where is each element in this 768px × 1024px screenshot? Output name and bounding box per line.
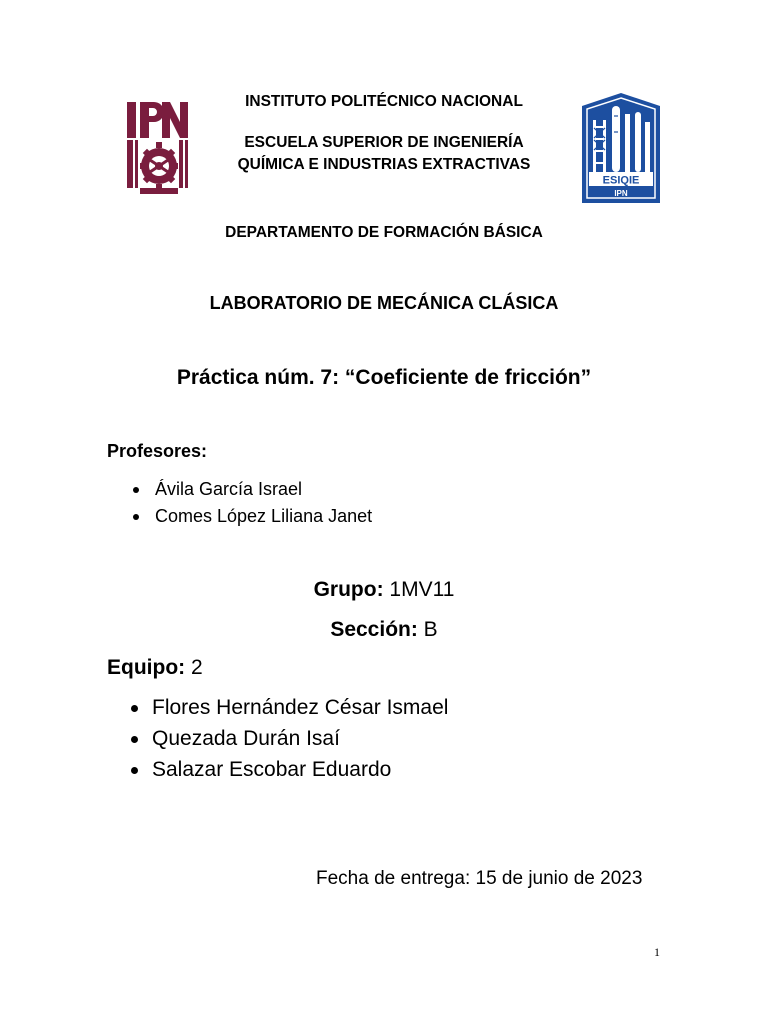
list-item: Quezada Durán Isaí <box>130 726 448 757</box>
institute-name: INSTITUTO POLITÉCNICO NACIONAL <box>245 93 523 110</box>
list-item: Ávila García Israel <box>132 478 372 505</box>
lab-title: LABORATORIO DE MECÁNICA CLÁSICA <box>209 293 559 313</box>
seccion-value: B <box>417 618 438 641</box>
svg-text:ESIQIE: ESIQIE <box>602 174 640 187</box>
seccion-line <box>0 618 768 642</box>
list-item: Salazar Escobar Eduardo <box>130 757 448 788</box>
equipo-members-list <box>130 695 448 788</box>
school-name-line1: ESCUELA SUPERIOR DE INGENIERÍA <box>244 134 524 151</box>
grupo-value: 1MV11 <box>383 578 455 601</box>
page-number: 1 <box>654 945 660 959</box>
delivery-date: Fecha de entrega: 15 de junio de 2023 <box>316 868 643 889</box>
equipo-value: 2 <box>185 656 203 679</box>
profesores-list <box>132 478 372 532</box>
svg-text:IPN: IPN <box>614 189 628 198</box>
profesores-label: Profesores: <box>107 441 208 461</box>
grupo-line <box>0 578 768 602</box>
department-name: DEPARTAMENTO DE FORMACIÓN BÁSICA <box>225 224 543 241</box>
equipo-line <box>107 656 203 680</box>
list-item: Flores Hernández César Ismael <box>130 695 448 726</box>
school-name-line2: QUÍMICA E INDUSTRIAS EXTRACTIVAS <box>237 156 531 173</box>
seccion-label: Sección: <box>330 618 418 641</box>
practice-title: Práctica núm. 7: “Coeficiente de fricción” <box>176 366 592 389</box>
grupo-label: Grupo: <box>313 578 384 601</box>
list-item: Comes López Liliana Janet <box>132 505 372 532</box>
equipo-label: Equipo: <box>107 656 186 679</box>
